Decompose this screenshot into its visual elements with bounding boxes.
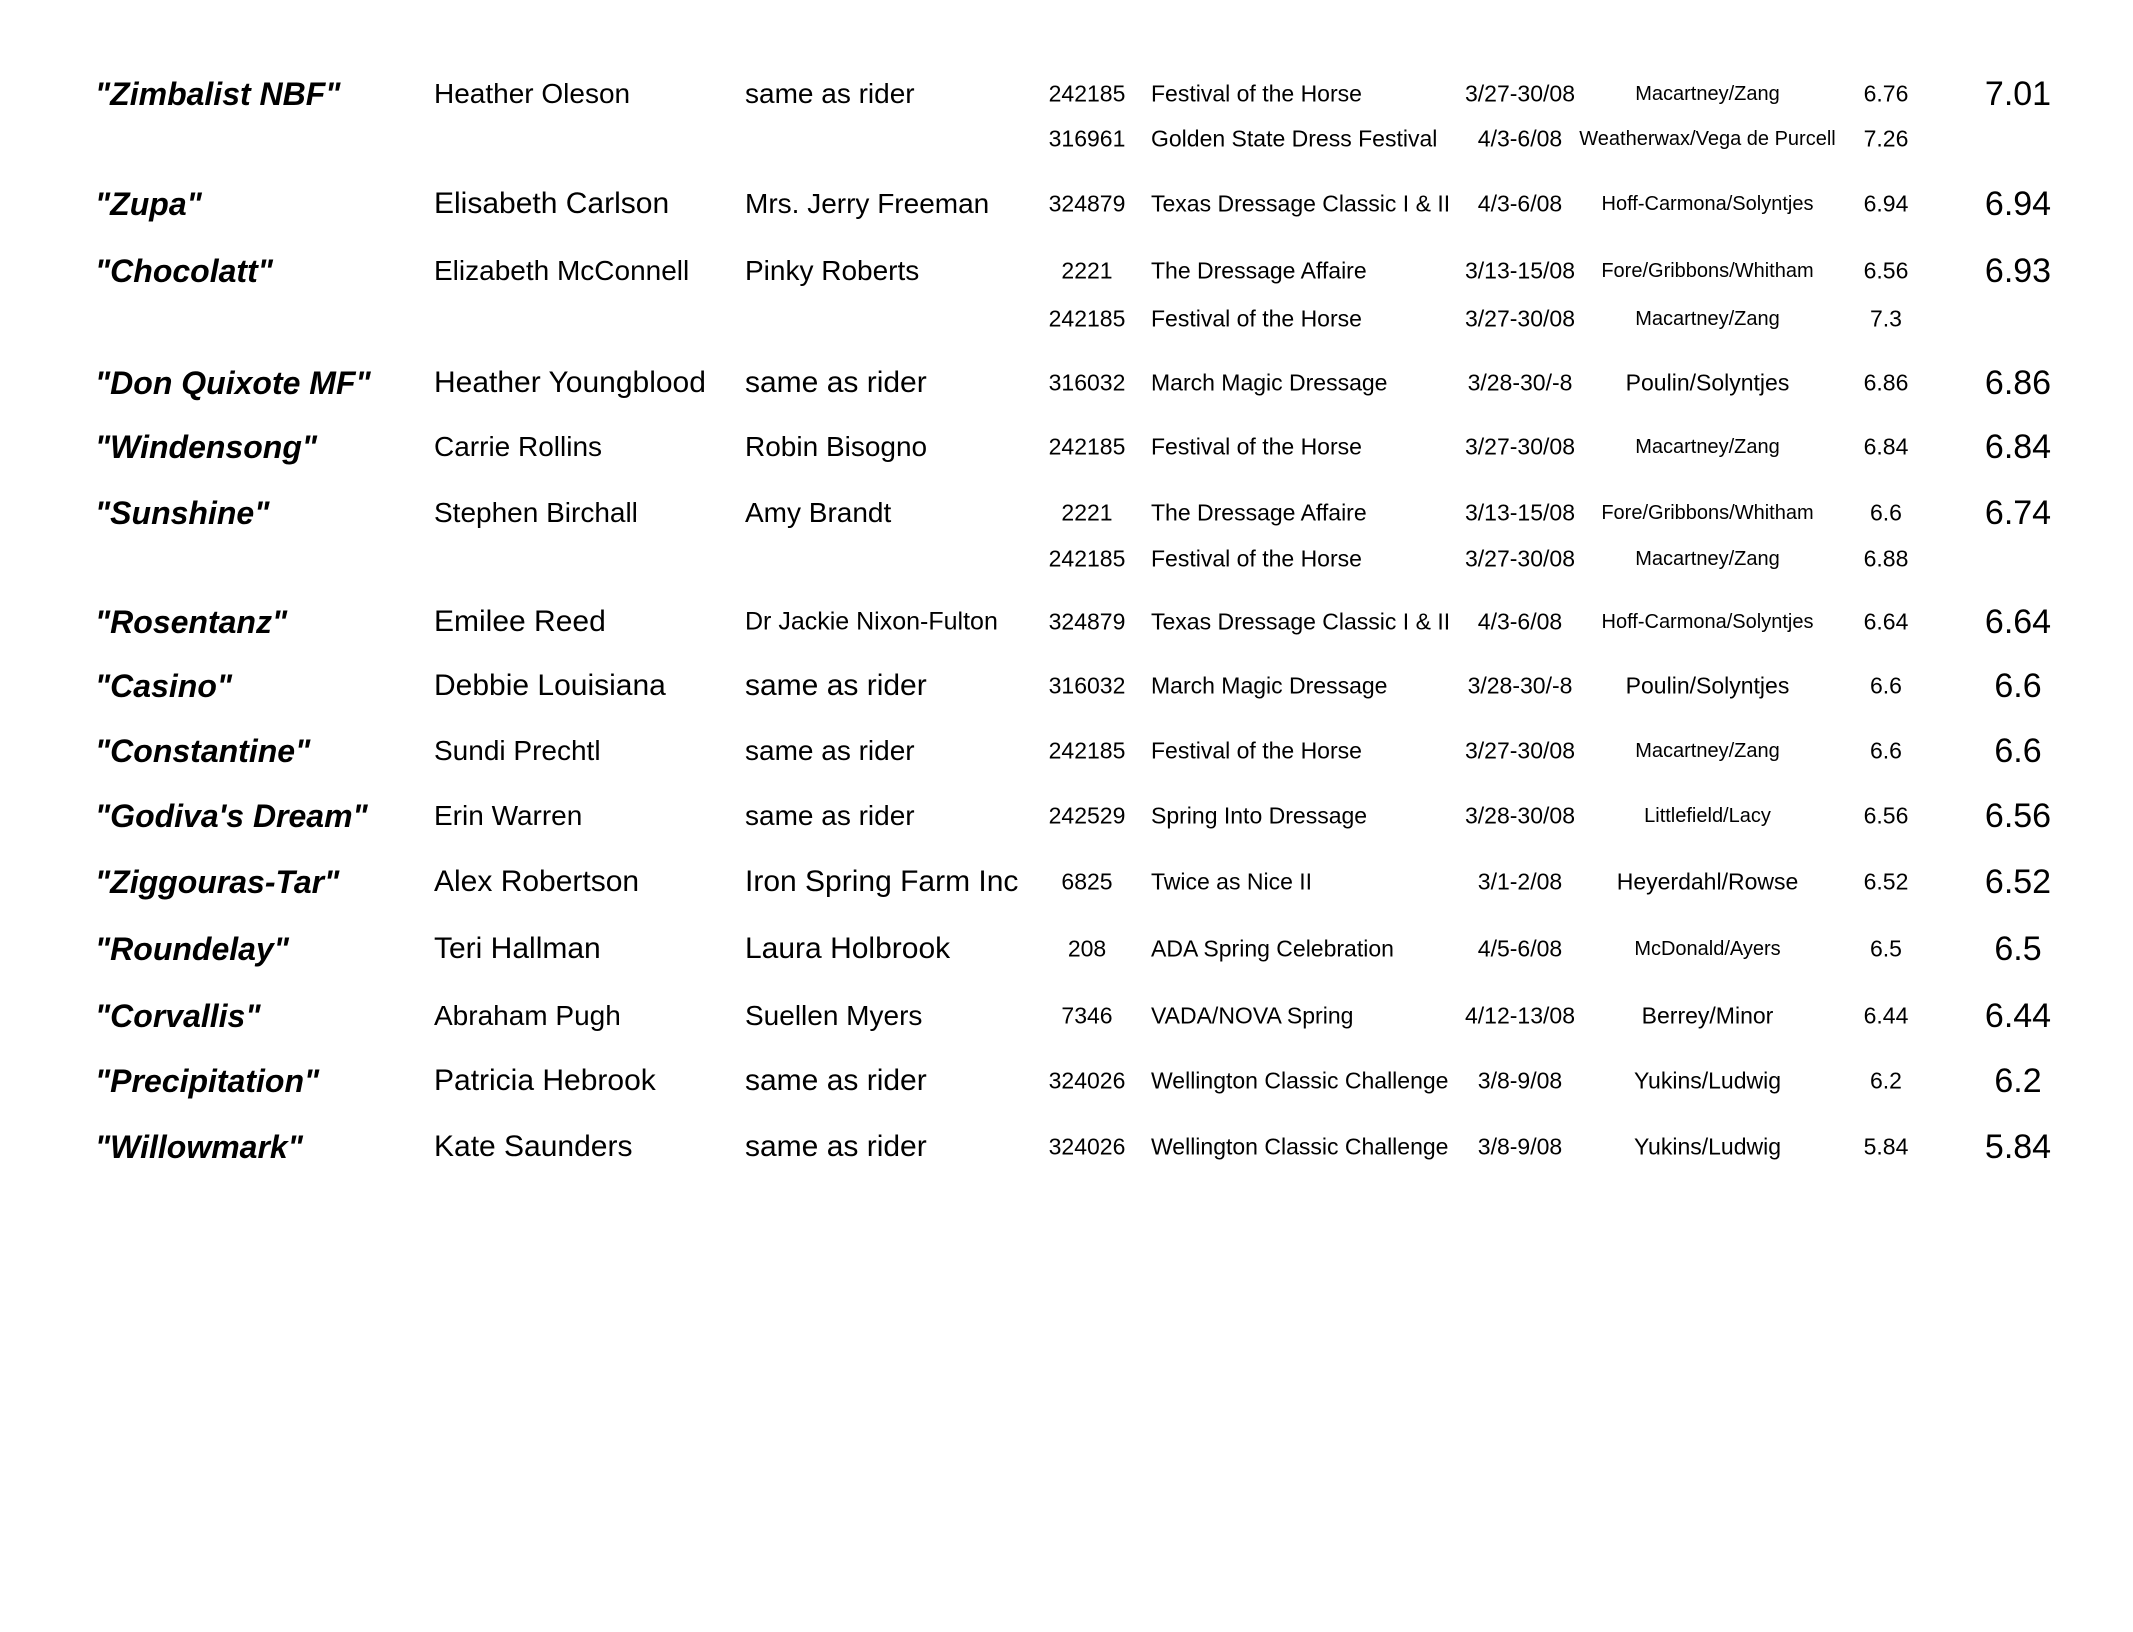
horse-name: "Windensong" [95,429,318,465]
horse-name: "Zupa" [95,186,202,222]
judges: Fore/Gribbons/Whitham [1601,502,1814,524]
rider-name: Elizabeth McConnell [434,255,690,286]
rider-name: Patricia Hebrook [434,1064,656,1097]
show-name: Golden State Dress Festival [1151,125,1438,152]
horse-name: "Casino" [95,668,233,704]
show-dates: 3/27-30/08 [1465,545,1575,572]
show-name: Festival of the Horse [1151,305,1362,332]
competition-id: 208 [1067,935,1107,962]
horse-name: "Rosentanz" [95,604,288,640]
competition-id: 242185 [1048,80,1126,107]
show-name: Spring Into Dressage [1151,802,1368,829]
owner-name: Dr Jackie Nixon-Fulton [745,607,998,636]
show-name: Texas Dressage Classic I & II [1151,190,1451,217]
horse-name: "Don Quixote MF" [95,365,371,401]
horse-name: "Roundelay" [95,931,289,967]
score: 6.88 [1863,545,1909,572]
judges: McDonald/Ayers [1634,938,1781,960]
score-subrow [0,305,2133,332]
entry-row [0,75,2133,113]
average-score: 6.84 [1984,428,2052,466]
score: 7.26 [1863,125,1909,152]
competition-id: 242185 [1048,433,1126,460]
entry-row [0,930,2133,968]
rider-name: Carrie Rollins [434,431,603,462]
competition-id: 324879 [1048,608,1126,635]
show-dates: 3/28-30/-8 [1467,672,1573,699]
show-name: Wellington Classic Challenge [1151,1133,1449,1160]
entry-row [0,1062,2133,1100]
rider-name: Alex Robertson [434,865,640,898]
show-dates: 4/3-6/08 [1477,608,1563,635]
rider-name: Elisabeth Carlson [434,187,670,220]
average-score: 6.6 [1994,667,2042,705]
score: 6.84 [1863,433,1909,460]
score: 6.6 [1870,499,1902,526]
score: 6.6 [1870,672,1902,699]
horse-name: "Constantine" [95,733,311,769]
owner-name: same as rider [745,78,915,109]
show-dates: 3/27-30/08 [1465,433,1575,460]
judges: Yukins/Ludwig [1633,1133,1782,1160]
judges: Poulin/Solyntjes [1625,369,1790,396]
competition-id: 7346 [1061,1002,1113,1029]
judges: Yukins/Ludwig [1633,1067,1782,1094]
entry-row [0,863,2133,901]
entry-row [0,252,2133,290]
judges: Littlefield/Lacy [1644,805,1771,827]
show-dates: 3/8-9/08 [1477,1067,1563,1094]
rider-name: Heather Youngblood [434,366,706,399]
horse-name: "Willowmark" [95,1129,303,1165]
competition-id: 316961 [1048,125,1126,152]
average-score: 6.5 [1994,930,2042,968]
rider-name: Erin Warren [434,800,583,831]
show-dates: 3/27-30/08 [1465,737,1575,764]
horse-name: "Corvallis" [95,998,261,1034]
entry-row [0,428,2133,466]
score: 5.84 [1863,1133,1909,1160]
horse-name: "Godiva's Dream" [95,798,368,834]
show-dates: 3/27-30/08 [1465,305,1575,332]
competition-id: 324879 [1048,190,1126,217]
horse-name: "Chocolatt" [95,253,273,289]
entry-row [0,797,2133,835]
score: 6.2 [1870,1067,1902,1094]
show-dates: 3/13-15/08 [1465,257,1575,284]
competition-id: 324026 [1048,1133,1126,1160]
show-dates: 4/3-6/08 [1477,190,1563,217]
show-name: March Magic Dressage [1151,672,1388,699]
show-dates: 4/5-6/08 [1477,935,1563,962]
owner-name: Pinky Roberts [745,255,920,286]
judges: Macartney/Zang [1635,740,1780,762]
score-subrow [0,125,2133,152]
show-dates: 3/1-2/08 [1477,868,1563,895]
average-score: 6.93 [1984,252,2052,290]
competition-id: 242529 [1048,802,1126,829]
score: 6.64 [1863,608,1909,635]
owner-name: same as rider [745,800,915,831]
rider-name: Sundi Prechtl [434,735,601,766]
score: 6.76 [1863,80,1909,107]
competition-id: 2221 [1061,499,1113,526]
owner-name: same as rider [745,1064,927,1097]
score: 6.44 [1863,1002,1909,1029]
average-score: 6.94 [1984,185,2052,223]
owner-name: same as rider [745,669,927,702]
show-dates: 3/27-30/08 [1465,80,1575,107]
entry-row [0,1128,2133,1166]
entry-row [0,667,2133,705]
average-score: 6.56 [1984,797,2052,835]
entry-row [0,732,2133,770]
owner-name: Robin Bisogno [745,431,928,462]
show-name: Festival of the Horse [1151,433,1362,460]
owner-name: Mrs. Jerry Freeman [745,188,990,219]
average-score: 7.01 [1984,75,2052,113]
score: 6.5 [1870,935,1902,962]
judges: Fore/Gribbons/Whitham [1601,260,1814,282]
judges: Berrey/Minor [1641,1002,1774,1029]
average-score: 6.74 [1984,494,2052,532]
show-name: March Magic Dressage [1151,369,1388,396]
owner-name: same as rider [745,1130,927,1163]
rider-name: Debbie Louisiana [434,669,666,702]
score: 6.6 [1870,737,1902,764]
average-score: 6.44 [1984,997,2052,1035]
rider-name: Abraham Pugh [434,1000,621,1031]
show-name: Festival of the Horse [1151,737,1362,764]
entry-row [0,997,2133,1035]
average-score: 6.86 [1984,364,2052,402]
entry-row [0,185,2133,223]
competition-id: 2221 [1061,257,1113,284]
competition-id: 316032 [1048,672,1126,699]
competition-id: 6825 [1061,868,1113,895]
horse-name: "Ziggouras-Tar" [95,864,340,900]
score: 6.52 [1863,868,1909,895]
score: 6.94 [1863,190,1909,217]
rider-name: Kate Saunders [434,1130,633,1163]
show-dates: 4/3-6/08 [1477,125,1563,152]
show-name: The Dressage Affaire [1151,257,1367,284]
score: 6.56 [1863,802,1909,829]
judges: Poulin/Solyntjes [1625,672,1790,699]
owner-name: same as rider [745,735,915,766]
judges: Hoff-Carmona/Solyntjes [1601,611,1814,633]
competition-id: 242185 [1048,737,1126,764]
rider-name: Stephen Birchall [434,497,638,528]
rider-name: Emilee Reed [434,605,606,638]
score: 7.3 [1870,305,1902,332]
rider-name: Heather Oleson [434,78,631,109]
judges: Macartney/Zang [1635,436,1780,458]
entry-row [0,494,2133,532]
competition-id: 242185 [1048,305,1126,332]
score: 6.56 [1863,257,1909,284]
average-score: 6.52 [1984,863,2052,901]
show-dates: 3/13-15/08 [1465,499,1575,526]
judges: Heyerdahl/Rowse [1616,868,1799,895]
horse-name: "Precipitation" [95,1063,320,1099]
average-score: 6.64 [1984,603,2052,641]
score: 6.86 [1863,369,1909,396]
horse-name: "Sunshine" [95,495,270,531]
judges: Macartney/Zang [1635,83,1780,105]
competition-id: 324026 [1048,1067,1126,1094]
owner-name: Laura Holbrook [745,932,951,965]
competition-id: 242185 [1048,545,1126,572]
show-dates: 4/12-13/08 [1465,1002,1575,1029]
owner-name: Suellen Myers [745,1000,923,1031]
show-name: Festival of the Horse [1151,80,1362,107]
show-dates: 3/28-30/08 [1465,802,1575,829]
average-score: 5.84 [1984,1128,2052,1166]
judges: Hoff-Carmona/Solyntjes [1601,193,1814,215]
judges: Macartney/Zang [1635,308,1780,330]
judges: Macartney/Zang [1635,548,1780,570]
competition-id: 316032 [1048,369,1126,396]
rider-name: Teri Hallman [434,932,601,965]
entry-row [0,364,2133,402]
show-name: Wellington Classic Challenge [1151,1067,1449,1094]
owner-name: same as rider [745,366,927,399]
entry-row [0,603,2133,641]
show-name: Festival of the Horse [1151,545,1362,572]
average-score: 6.2 [1994,1062,2042,1100]
show-name: Twice as Nice II [1151,868,1313,895]
show-name: The Dressage Affaire [1151,499,1367,526]
owner-name: Iron Spring Farm Inc [745,865,1019,898]
show-dates: 3/8-9/08 [1477,1133,1563,1160]
show-name: VADA/NOVA Spring [1151,1002,1354,1029]
horse-name: "Zimbalist NBF" [95,76,341,112]
judges: Weatherwax/Vega de Purcell [1579,128,1836,150]
show-name: Texas Dressage Classic I & II [1151,608,1451,635]
show-name: ADA Spring Celebration [1151,935,1394,962]
owner-name: Amy Brandt [745,497,892,528]
score-subrow [0,545,2133,572]
show-dates: 3/28-30/-8 [1467,369,1573,396]
average-score: 6.6 [1994,732,2042,770]
